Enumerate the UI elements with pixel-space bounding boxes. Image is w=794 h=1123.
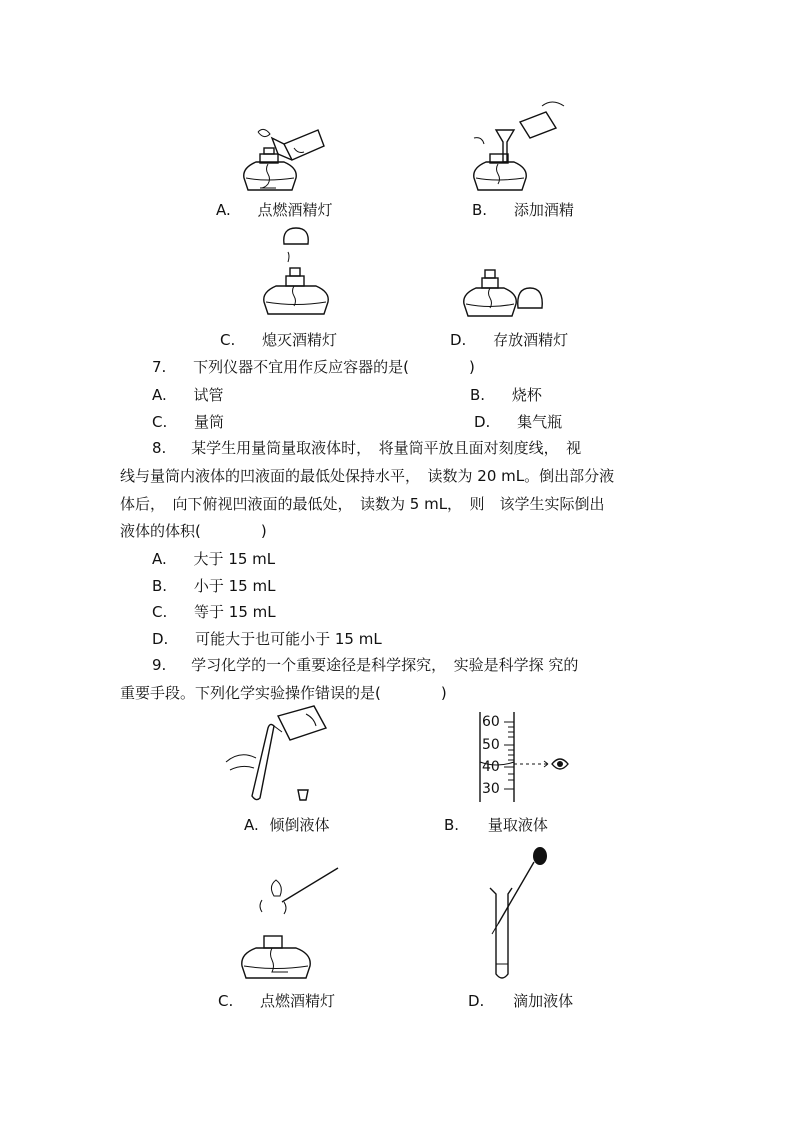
option-letter: A. [152,550,167,568]
option-text: 存放酒精灯 [493,331,569,349]
option-text: 点燃酒精灯 [260,992,336,1010]
cylinder-tick-marks [504,722,514,789]
option-letter: D. [468,992,485,1010]
option-7a [152,385,224,405]
option-letter: D. [450,331,467,349]
option-9b-label [444,815,548,835]
option-6d-label [450,330,568,350]
option-6c-label [220,330,337,350]
option-9d-label [468,991,573,1011]
option-text: 可能大于也可能小于 15 mL [195,630,382,648]
question-number: 8. [152,439,167,457]
option-8c [152,602,276,622]
option-7d [474,412,562,432]
option-text: 点燃酒精灯 [257,201,333,219]
option-letter: D. [474,413,491,431]
option-letter: C. [220,331,236,349]
option-letter: D. [152,630,169,648]
option-8b [152,576,275,596]
option-9c-label [218,991,335,1011]
option-letter: C. [152,603,168,621]
option-text: 倾倒液体 [269,816,330,834]
option-8d [152,629,382,649]
option-letter: B. [152,577,168,595]
option-text: 熄灭酒精灯 [262,331,338,349]
option-letter: A. [216,201,231,219]
option-6a-label [216,200,333,220]
option-text: 滴加液体 [513,992,574,1010]
question-number: 9. [152,656,167,674]
option-7b [470,385,542,405]
question-number: 7. [152,358,167,376]
cylinder-tick-40: 40 [482,759,500,775]
question-text: 下列仪器不宜用作反应容器的是( ) [193,358,475,376]
question-text: 某学生用量筒量取液体时， 将量筒平放且面对刻度线， 视 [191,439,582,457]
option-text: 添加酒精 [513,201,574,219]
figure-9a-pouring-liquid [222,706,330,802]
option-8a [152,549,275,569]
option-letter: C. [218,992,234,1010]
figure-6a-lighting-lamp-with-lamp [238,118,328,198]
option-text: 小于 15 mL [193,577,276,595]
question-8-line-3: 体后， 向下俯视凹液面的最低处， 读数为 5 mL， 则 该学生实际倒出 [120,495,605,513]
question-8-line-2: 线与量筒内液体的凹液面的最低处保持水平， 读数为 20 mL。倒出部分液 [120,467,615,485]
option-text: 量取液体 [487,816,548,834]
option-letter: A. [152,386,167,404]
option-text: 试管 [193,386,224,404]
option-letter: C. [152,413,168,431]
question-7-stem [152,357,475,377]
question-9-line-2: 重要手段。下列化学实验操作错误的是( ) [120,684,447,702]
question-8-line-4: 液体的体积( ) [120,522,267,540]
option-9a-label [244,815,330,835]
option-text: 烧杯 [511,386,542,404]
option-letter: A. [244,816,259,834]
option-letter: B. [470,386,486,404]
option-text: 等于 15 mL [194,603,276,621]
question-8-line-1 [152,438,581,458]
option-letter: B. [444,816,460,834]
option-letter: B. [472,201,488,219]
option-text: 集气瓶 [517,413,563,431]
figure-6c-extinguishing-lamp [258,228,338,320]
option-7c [152,412,224,432]
figure-9d-dropping-liquid [484,846,554,982]
figure-6b-adding-alcohol [468,98,568,196]
question-text: 学习化学的一个重要途径是科学探究， 实验是科学探 究的 [191,656,579,674]
question-9-line-1 [152,655,578,675]
cylinder-tick-30: 30 [482,781,500,797]
option-6b-label [472,200,574,220]
figure-6d-storing-lamp [460,262,550,322]
cylinder-tick-60: 60 [482,714,500,730]
cylinder-tick-50: 50 [482,737,500,753]
option-text: 大于 15 mL [193,550,276,568]
figure-9c-lighting-with-match [238,866,348,984]
option-text: 量筒 [194,413,225,431]
